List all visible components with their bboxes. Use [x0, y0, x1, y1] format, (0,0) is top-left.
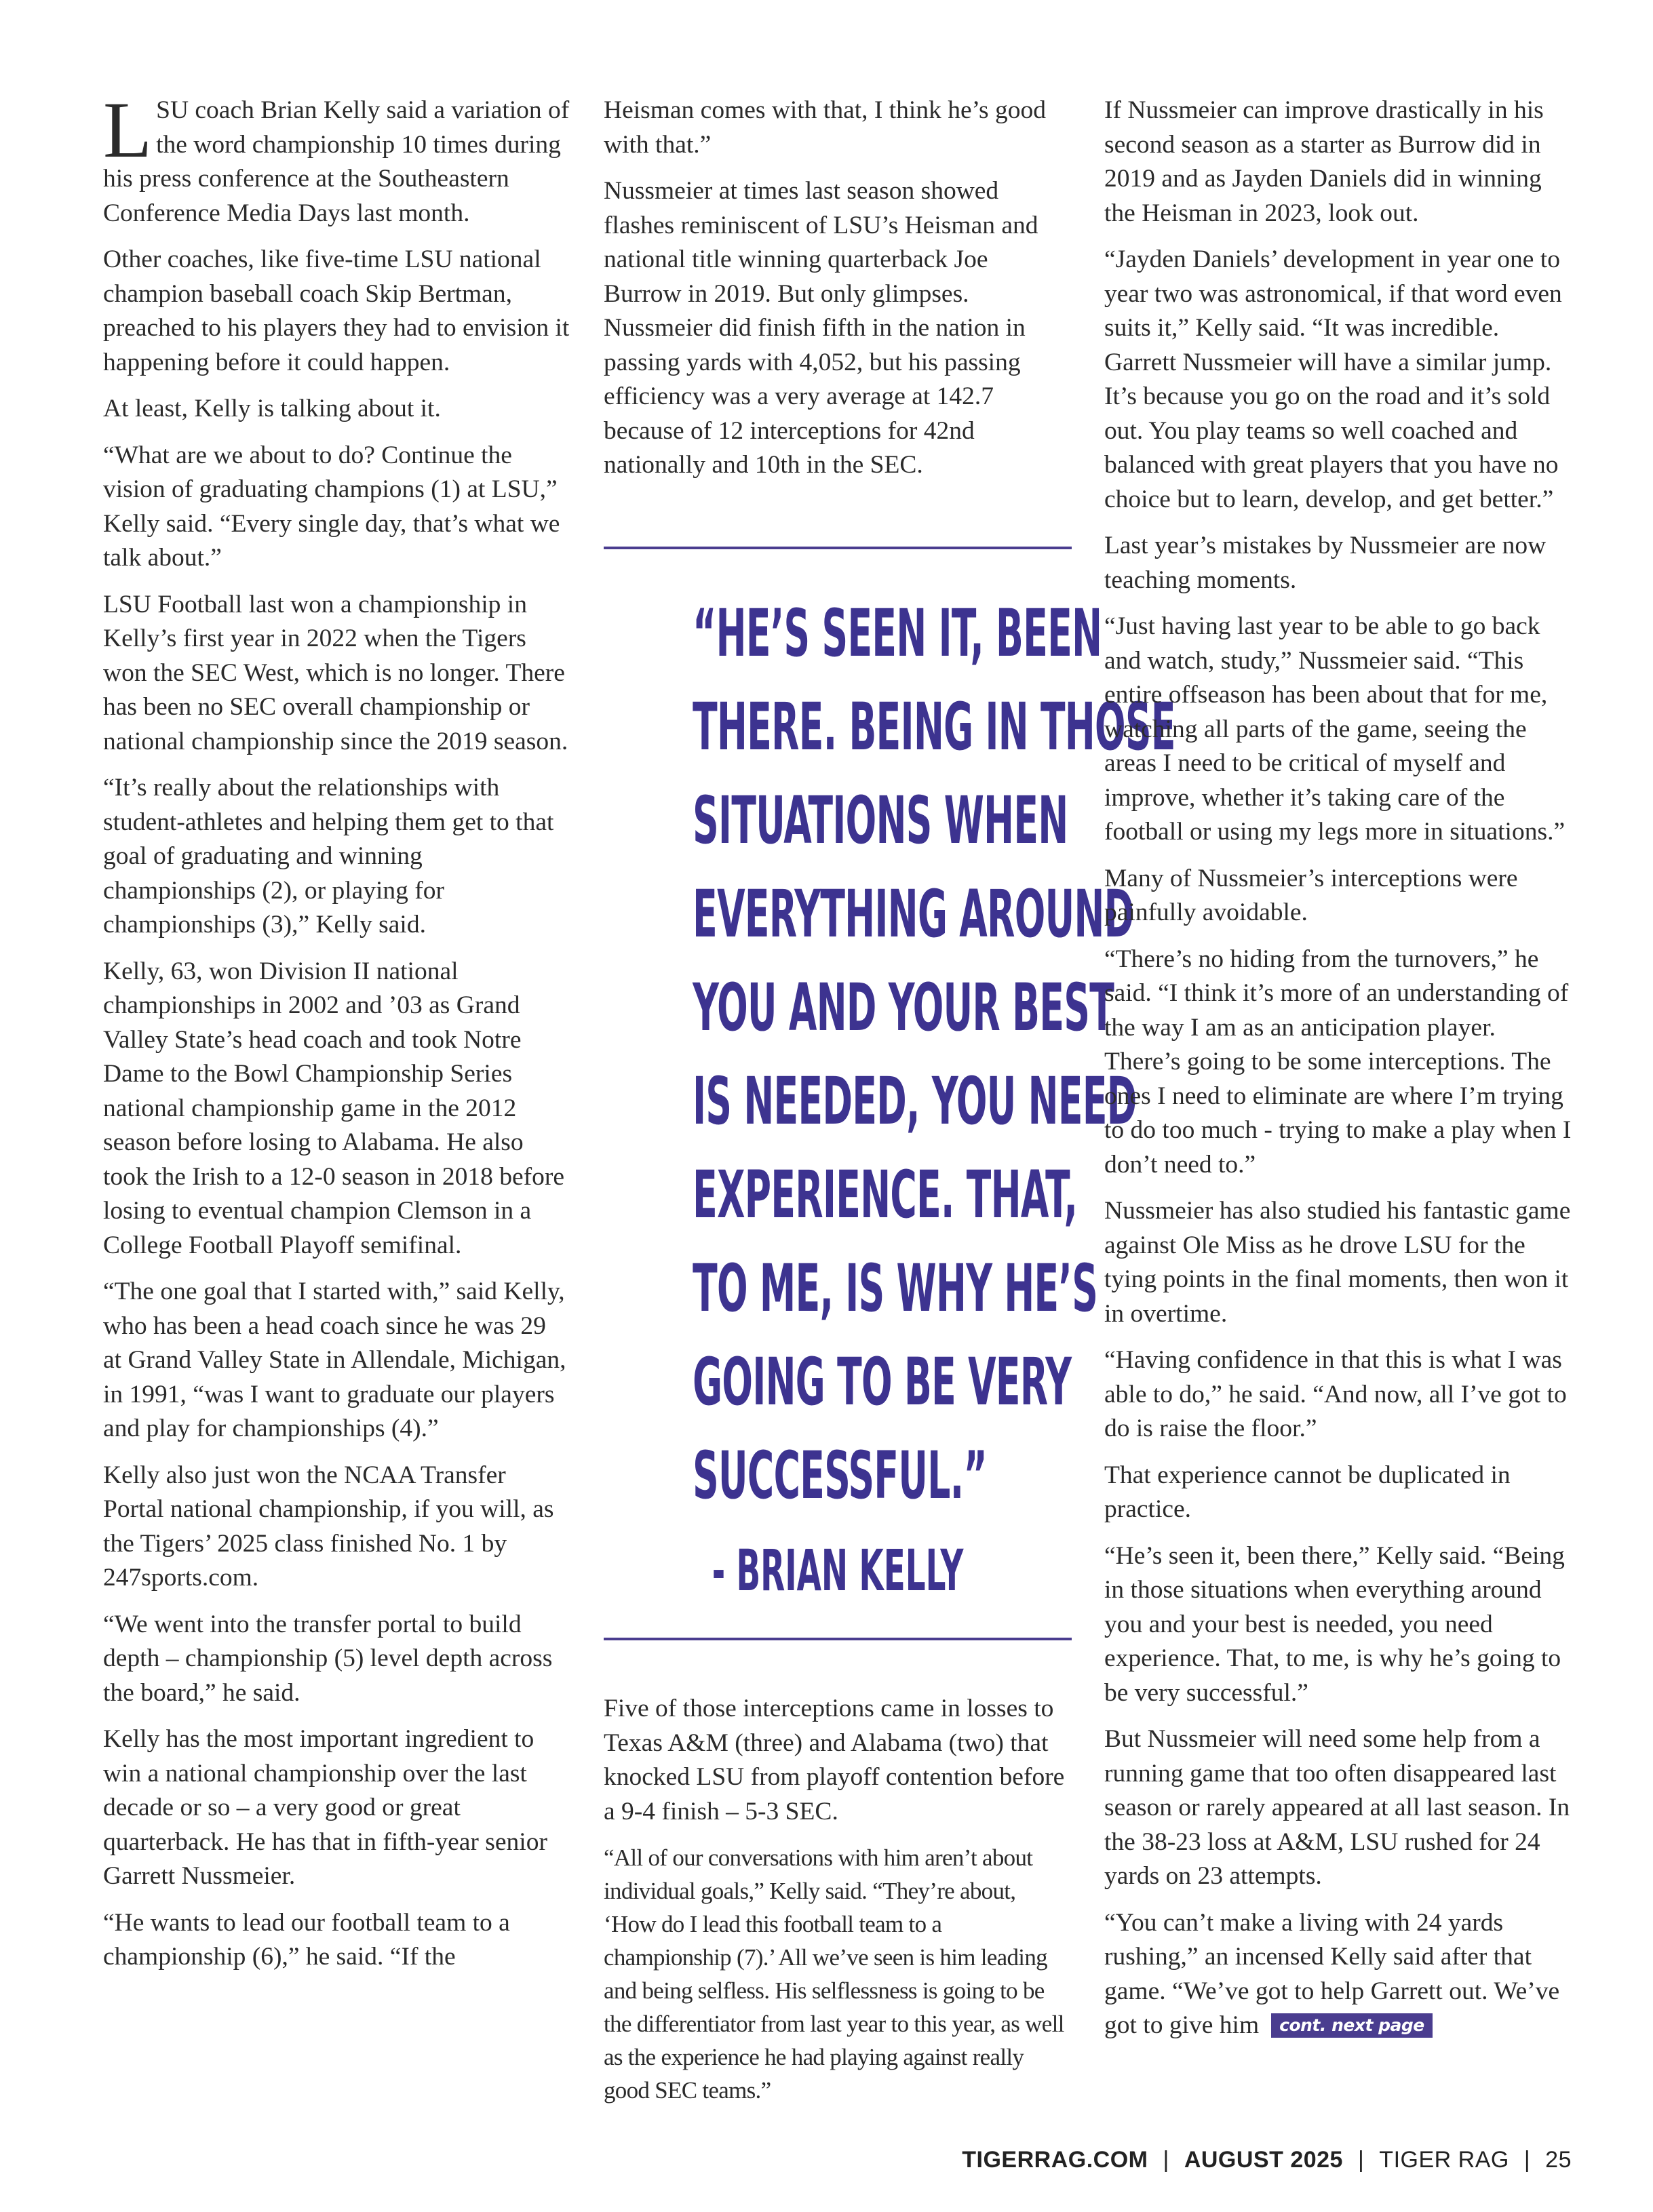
- article-paragraph: Kelly has the most important ingredient to win a national championship over the last decade or so – a very good or great quarterback. He has that in fifth-year senior Garrett Nussmeier.: [103, 1725, 547, 1890]
- article-paragraph: Many of Nussmeier’s interceptions were painfully avoidable.: [1104, 864, 1518, 926]
- pull-quote-line: EXPERIENCE. THAT,: [693, 1157, 1078, 1233]
- drop-cap: L: [103, 85, 153, 174]
- pull-quote-top-rule: [604, 547, 1072, 549]
- footer-separator: |: [1357, 2147, 1365, 2173]
- article-column-2-bottom: [604, 1692, 1072, 2119]
- article-paragraph: Five of those interceptions came in losses to Texas A&M (three) and Alabama (two) that knocked LSU from playoff contention before a 9-4 finish – 5-3 SEC.: [604, 1695, 1065, 1825]
- pull-quote-line: SITUATIONS WHEN: [693, 783, 1068, 858]
- article-paragraph: [1104, 1906, 1572, 2043]
- paragraph-text: SU coach Brian Kelly said a variation of the word championship 10 times during his press conference at the Southeastern Conference Media Days last month.: [103, 96, 570, 227]
- pull-quote-line: IS NEEDED, YOU NEED: [693, 1063, 1137, 1139]
- pull-quote-line: YOU AND YOUR BEST: [693, 970, 1114, 1046]
- article-paragraph: Kelly, 63, won Division II national championships in 2002 and ’03 as Grand Valley State’s head coach and took Notre Dame to the Bowl Championship Series national championship game in the 2012 season before losing to Alabama. He also took the Irish to a 12-0 season in 2018 before losing to eventual champion Clemson in a College Football Playoff semifinal.: [103, 957, 565, 1259]
- pull-quote-line: TO ME, IS WHY HE’S: [693, 1250, 1098, 1326]
- footer-issue: AUGUST 2025: [1184, 2147, 1343, 2173]
- article-paragraph: “We went into the transfer portal to build depth – championship (5) level depth across the board,” he said.: [103, 1610, 553, 1707]
- article-paragraph: Last year’s mistakes by Nussmeier are now teaching moments.: [1104, 532, 1547, 594]
- article-column-3: [1104, 94, 1572, 2055]
- footer-magazine: TIGER RAG: [1379, 2147, 1509, 2173]
- article-paragraph: LSU Football last won a championship in Kelly’s first year in 2022 when the Tigers won the SEC West, which is no longer. There has been no SEC overall championship or national championship since the 2019 season.: [103, 590, 568, 755]
- article-paragraph: But Nussmeier will need some help from a running game that too often disappeared last season or rarely appeared at all last season. In the 38-23 loss at A&M, LSU rushed for 24 yards on 23 attempts.: [1104, 1725, 1570, 1890]
- pull-quote-line: THERE. BEING IN THOSE: [693, 689, 1175, 765]
- article-paragraph: “Just having last year to be able to go back and watch, study,” Nussmeier said. “This entire offseason has been about that for me, watching all parts of the game, seeing the areas I need to be critical of myself and improve, whether it’s taking care of the football or using my legs more in situations.”: [1104, 612, 1566, 846]
- pull-quote: [604, 587, 1175, 1608]
- article-paragraph: Kelly also just won the NCAA Transfer Portal national championship, if you will, as the Tigers’ 2025 class finished No. 1 by 247sports.com.: [103, 1461, 554, 1592]
- paragraph-text: “You can’t make a living with 24 yards rushing,” an incensed Kelly said after that game. “We’ve got to help Garrett out. We’ve got to give him: [1104, 1908, 1560, 2039]
- article-paragraph: “Having confidence in that this is what I was able to do,” he said. “And now, all I’ve got to do is raise the floor.”: [1104, 1346, 1567, 1442]
- footer-separator: |: [1523, 2147, 1531, 2173]
- article-paragraph: [103, 85, 570, 231]
- pull-quote-attribution: - BRIAN KELLY: [712, 1537, 964, 1604]
- article-paragraph: If Nussmeier can improve drastically in his second season as a starter as Burrow did in 2019 and as Jayden Daniels did in winning the Heisman in 2023, look out.: [1104, 96, 1544, 227]
- pull-quote-line: EVERYTHING AROUND: [693, 876, 1134, 952]
- article-paragraph: Nussmeier has also studied his fantastic game against Ole Miss as he drove LSU for the tying points in the final moments, then won it in overtime.: [1104, 1197, 1571, 1328]
- pull-quote-bottom-rule: [604, 1638, 1072, 1640]
- article-paragraph: “He wants to lead our football team to a championship (6),” he said. “If the: [103, 1908, 510, 1971]
- article-column-2-top: [604, 94, 1072, 495]
- page-footer: [962, 2147, 1572, 2173]
- article-column-1: [103, 85, 570, 1987]
- article-paragraph: “Jayden Daniels’ development in year one to year two was astronomical, if that word even suits it,” Kelly said. “It was incredible. Garrett Nussmeier will have a similar jump. It’s because you go on the road and it’s sold out. You play teams so well coached and balanced with great players that you have no choice but to learn, develop, and get better.”: [1104, 245, 1562, 513]
- article-paragraph: “He’s seen it, been there,” Kelly said. “Being in those situations when everything around you and your best is needed, you need experience. That, to me, is why he’s going to be very successful.”: [1104, 1541, 1565, 1707]
- article-paragraph: Other coaches, like five-time LSU national champion baseball coach Skip Bertman, preached to his players they had to envision it happening before it could happen.: [103, 245, 570, 376]
- page-number: 25: [1545, 2147, 1572, 2173]
- article-paragraph: “There’s no hiding from the turnovers,” he said. “I think it’s more of an understanding of the way I am as an anticipation player. There’s going to be some interceptions. The ones I need to eliminate are where I’m trying to do too much - trying to make a play when I don’t need to.”: [1104, 945, 1572, 1179]
- article-paragraph: “It’s really about the relationships with student-athletes and helping them get to that goal of graduating and winning championships (2), or playing for championships (3),” Kelly said.: [103, 774, 554, 939]
- article-paragraph: Heisman comes with that, I think he’s good with that.”: [604, 96, 1046, 159]
- article-paragraph: That experience cannot be duplicated in practice.: [1104, 1461, 1511, 1523]
- pull-quote-line: “HE’S SEEN IT, BEEN: [693, 595, 1102, 671]
- article-paragraph: “What are we about to do? Continue the vision of graduating champions (1) at LSU,” Kelly said. “Every single day, that’s what we talk about.”: [103, 441, 560, 572]
- pull-quote-line: GOING TO BE VERY: [693, 1344, 1072, 1420]
- article-paragraph: “The one goal that I started with,” said Kelly, who has been a head coach since he was 29 at Grand Valley State in Allendale, Michigan, in 1991, “was I want to graduate our players and play for championships (4).”: [103, 1278, 566, 1442]
- article-paragraph: At least, Kelly is talking about it.: [103, 395, 441, 422]
- continued-next-page-badge: cont. next page: [1271, 2013, 1433, 2038]
- footer-separator: |: [1163, 2147, 1169, 2173]
- article-paragraph: Nussmeier at times last season showed flashes reminiscent of LSU’s Heisman and national title winning quarterback Joe Burrow in 2019. But only glimpses. Nussmeier did finish fifth in the nation in passing yards with 4,052, but his passing efficiency was a very average at 142.7 because of 12 interceptions for 42nd nationally and 10th in the SEC.: [604, 177, 1038, 479]
- footer-site: TIGERRAG.COM: [962, 2147, 1148, 2173]
- pull-quote-line: SUCCESSFUL.”: [693, 1438, 988, 1514]
- article-paragraph: “All of our conversations with him aren’t about individual goals,” Kelly said. “They’re about, ‘How do I lead this football team to a championship (7).’ All we’ve seen is him leading and being selfless. His selflessness is going to be the differentiator from last year to this year, as well as the experience he had playing against really good SEC teams.”: [604, 1844, 1064, 2104]
